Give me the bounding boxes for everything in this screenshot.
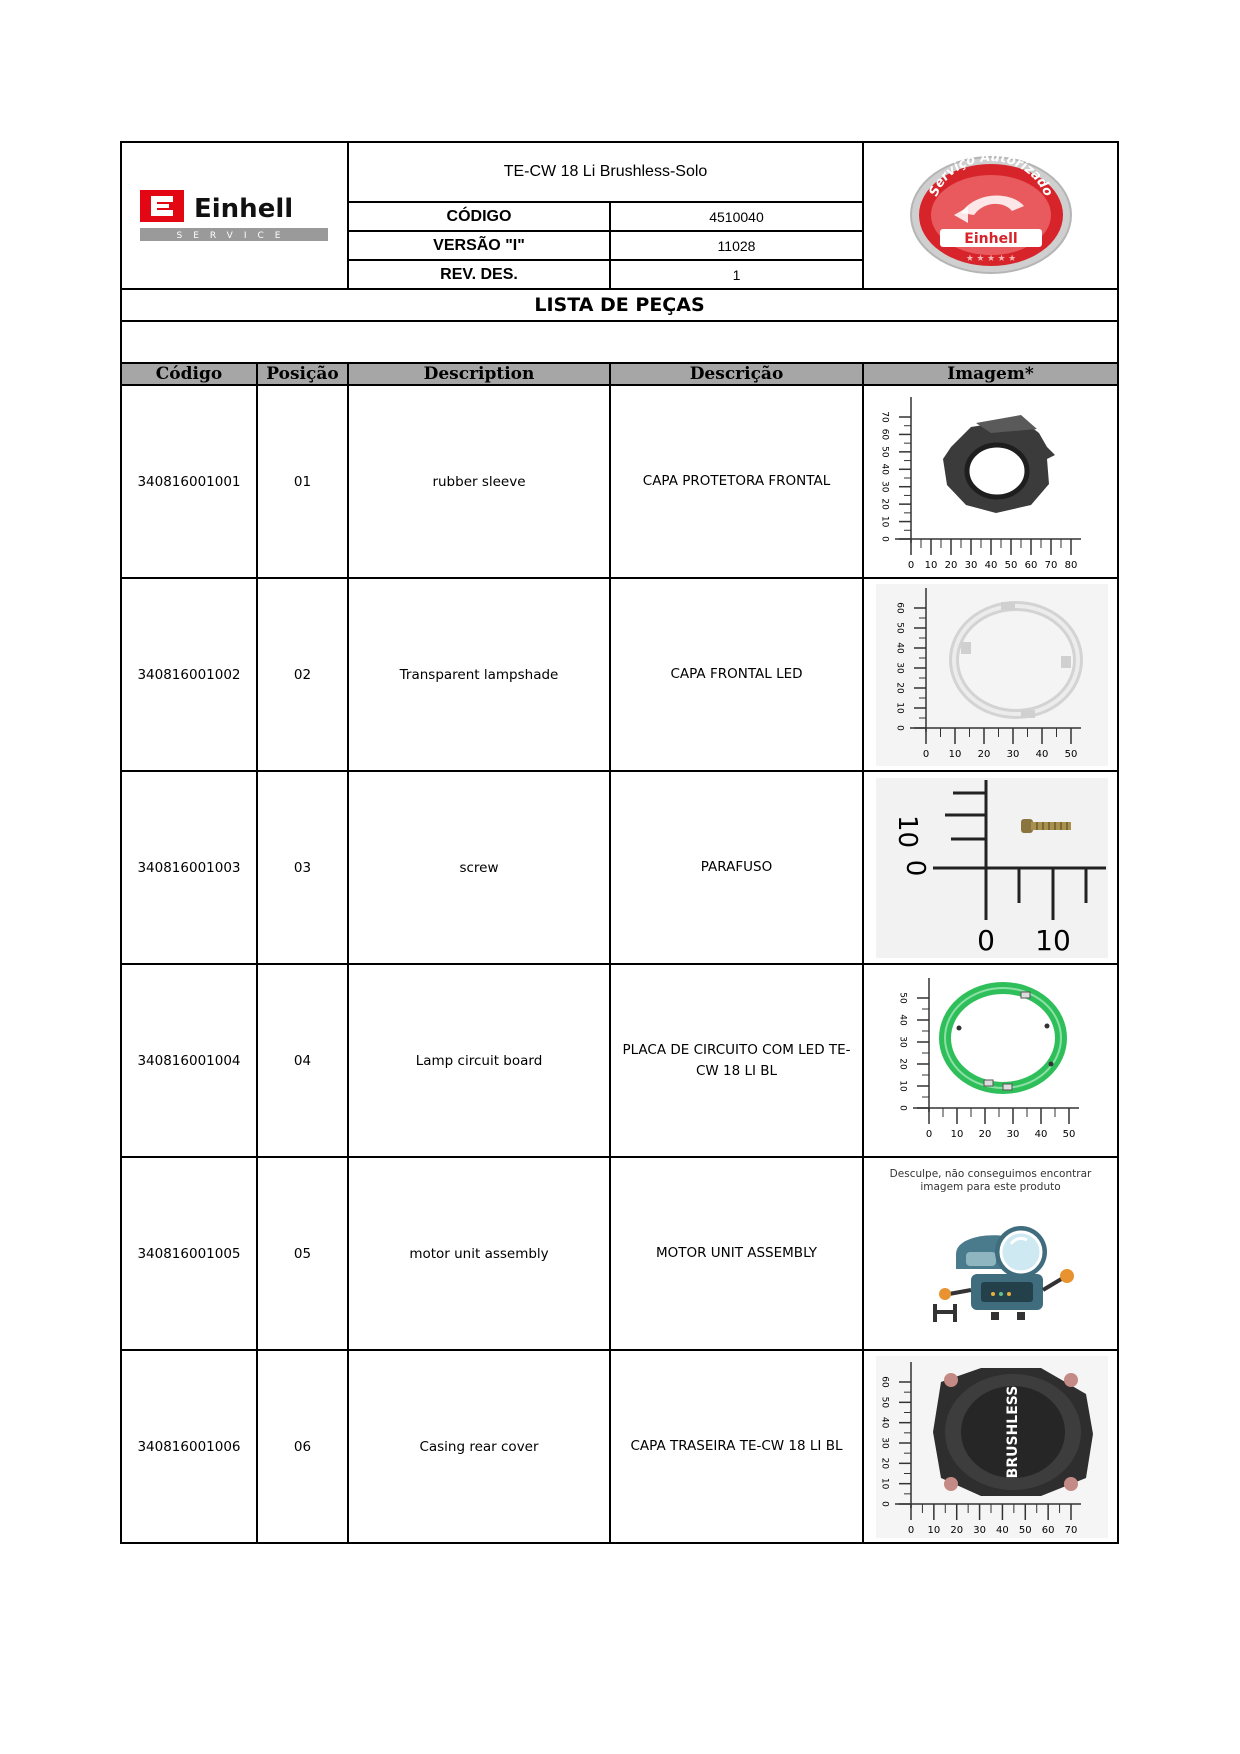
col-posicao: Posição: [257, 363, 348, 385]
col-description: Description: [348, 363, 610, 385]
scale-x-label: 20: [949, 1525, 963, 1536]
scale-x-label: 0: [976, 924, 995, 957]
scale-y-label: 50: [897, 992, 907, 1004]
scale-x-label: 70: [1064, 1525, 1077, 1536]
rev-label: REV. DES.: [348, 260, 610, 289]
part-posicao: 02: [257, 578, 348, 771]
seal-text: Serviço Autorizado: [926, 151, 1055, 199]
scale-x-label: 40: [984, 560, 997, 571]
scale-y-label: 20: [897, 1058, 907, 1070]
brand-name: Einhell: [193, 194, 293, 224]
scale-y-label: 30: [879, 480, 889, 493]
scale-x-label: 50: [1064, 749, 1077, 760]
part-image: [863, 1157, 1118, 1350]
scale-y-label: 60: [879, 1376, 889, 1388]
part-image: [863, 1350, 1118, 1543]
scale-y-label: 20: [879, 498, 889, 510]
scale-y-label: 60: [879, 428, 889, 441]
scale-x-label: 10: [950, 1129, 963, 1140]
authorized-seal: [863, 142, 1118, 289]
scale-x-label: 20: [978, 1129, 991, 1140]
scale-x-label: 0: [907, 1525, 914, 1536]
parts-table: [120, 141, 1119, 1544]
scale-y-label: 20: [894, 682, 904, 694]
part-codigo: 340816001004: [121, 964, 257, 1157]
part-description: motor unit assembly: [348, 1157, 610, 1350]
scale-y-label: 10: [879, 515, 889, 528]
versao-value: 11028: [610, 231, 863, 260]
table-row: [121, 578, 1118, 771]
einhell-logo-icon: [140, 182, 330, 244]
parts-sheet: [120, 141, 1117, 1544]
part-posicao: 05: [257, 1157, 348, 1350]
scale-x-label: 30: [1006, 1129, 1019, 1140]
scale-x-label: 30: [964, 560, 977, 571]
versao-label: VERSÃO "I": [348, 231, 610, 260]
scale-y-label: 0: [879, 1501, 889, 1507]
column-header-row: [121, 363, 1118, 385]
brand-sub: SERVICE: [176, 231, 291, 241]
scale-y-label: 30: [894, 662, 904, 674]
part-description: screw: [348, 771, 610, 964]
brushless-label: BRUSHLESS: [1004, 1385, 1021, 1479]
part-description: Transparent lampshade: [348, 578, 610, 771]
part-codigo: 340816001006: [121, 1350, 257, 1543]
scale-y-label: 40: [894, 642, 904, 654]
scale-x-label: 10: [1034, 924, 1071, 957]
scale-y-label: 40: [897, 1014, 907, 1026]
scale-x-label: 0: [907, 560, 914, 571]
part-descricao: PLACA DE CIRCUITO COM LED TE-CW 18 LI BL: [610, 964, 863, 1157]
scale-x-label: 70: [1044, 560, 1057, 571]
scale-x-label: 60: [1024, 560, 1037, 571]
scale-y-label: 0: [899, 859, 930, 877]
col-descricao: Descrição: [610, 363, 863, 385]
scale-x-label: 50: [1018, 1525, 1032, 1536]
part-codigo: 340816001003: [121, 771, 257, 964]
part-codigo: 340816001002: [121, 578, 257, 771]
part-description: rubber sleeve: [348, 385, 610, 578]
part-posicao: 06: [257, 1350, 348, 1543]
part-codigo: 340816001001: [121, 385, 257, 578]
scale-x-label: 30: [1006, 749, 1019, 760]
part-descricao: CAPA PROTETORA FRONTAL: [610, 385, 863, 578]
col-codigo: Código: [121, 363, 257, 385]
part-image: [863, 578, 1118, 771]
scale-x-label: 0: [922, 749, 929, 760]
part-description: Lamp circuit board: [348, 964, 610, 1157]
scale-x-label: 40: [1035, 749, 1048, 760]
part-image: [863, 964, 1118, 1157]
part-image: [863, 771, 1118, 964]
scale-y-label: 0: [894, 725, 904, 731]
spacer-row: [121, 321, 1118, 363]
part-description: Casing rear cover: [348, 1350, 610, 1543]
scale-x-label: 0: [925, 1129, 932, 1140]
seal-brand: Einhell: [963, 231, 1018, 247]
no-image-message: Desculpe, não conseguimos encontrar imagem para este produto: [889, 1167, 1092, 1193]
table-row: [121, 1350, 1118, 1543]
scale-x-label: 50: [1062, 1129, 1075, 1140]
table-row: [121, 1157, 1118, 1350]
scale-y-label: 50: [879, 446, 889, 458]
table-row: [121, 771, 1118, 964]
table-row: [121, 385, 1118, 578]
screw-icon: [871, 775, 1111, 960]
scale-x-label: 20: [977, 749, 990, 760]
scale-y-label: 10: [891, 815, 922, 849]
part-descricao: MOTOR UNIT ASSEMBLY: [610, 1157, 863, 1350]
lamp-circuit-board-icon: [871, 968, 1111, 1153]
scale-x-label: 20: [944, 560, 957, 571]
scale-y-label: 30: [879, 1437, 889, 1449]
scale-x-label: 10: [924, 560, 937, 571]
scale-y-label: 20: [879, 1457, 889, 1470]
codigo-value: 4510040: [610, 202, 863, 231]
authorized-service-seal-icon: [906, 151, 1076, 275]
scale-y-label: 0: [879, 536, 889, 542]
part-descricao: PARAFUSO: [610, 771, 863, 964]
scale-x-label: 30: [972, 1525, 986, 1536]
scale-y-label: 10: [879, 1477, 889, 1490]
svg-text:★ ★ ★ ★ ★: ★ ★ ★ ★ ★: [965, 253, 1016, 263]
scale-y-label: 40: [879, 1416, 889, 1429]
scale-y-label: 70: [879, 411, 889, 423]
codigo-label: CÓDIGO: [348, 202, 610, 231]
list-title: LISTA DE PEÇAS: [121, 289, 1118, 321]
scale-x-label: 80: [1064, 560, 1077, 571]
rev-value: 1: [610, 260, 863, 289]
part-image: [863, 385, 1118, 578]
scale-x-label: 40: [1034, 1129, 1047, 1140]
scale-x-label: 60: [1041, 1525, 1055, 1536]
part-descricao: CAPA TRASEIRA TE-CW 18 LI BL: [610, 1350, 863, 1543]
rubber-sleeve-icon: [871, 389, 1111, 574]
model-title: TE-CW 18 Li Brushless-Solo: [348, 142, 863, 202]
part-posicao: 04: [257, 964, 348, 1157]
scale-y-label: 40: [879, 463, 889, 476]
scale-y-label: 10: [897, 1080, 907, 1092]
casing-rear-cover-icon: [871, 1354, 1111, 1539]
robot-no-image-icon: [871, 1194, 1111, 1344]
scale-x-label: 10: [948, 749, 961, 760]
einhell-logo: [121, 142, 348, 289]
scale-y-label: 0: [897, 1105, 907, 1111]
col-imagem: Imagem*: [863, 363, 1118, 385]
scale-y-label: 50: [879, 1396, 889, 1409]
scale-y-label: 50: [894, 622, 904, 634]
transparent-lampshade-icon: [871, 582, 1111, 767]
part-codigo: 340816001005: [121, 1157, 257, 1350]
scale-y-label: 60: [894, 602, 904, 614]
scale-y-label: 10: [894, 702, 904, 714]
scale-y-label: 30: [897, 1036, 907, 1048]
scale-x-label: 50: [1004, 560, 1017, 571]
table-row: [121, 964, 1118, 1157]
part-posicao: 03: [257, 771, 348, 964]
scale-x-label: 40: [995, 1525, 1009, 1536]
part-posicao: 01: [257, 385, 348, 578]
part-descricao: CAPA FRONTAL LED: [610, 578, 863, 771]
scale-x-label: 10: [926, 1525, 940, 1536]
